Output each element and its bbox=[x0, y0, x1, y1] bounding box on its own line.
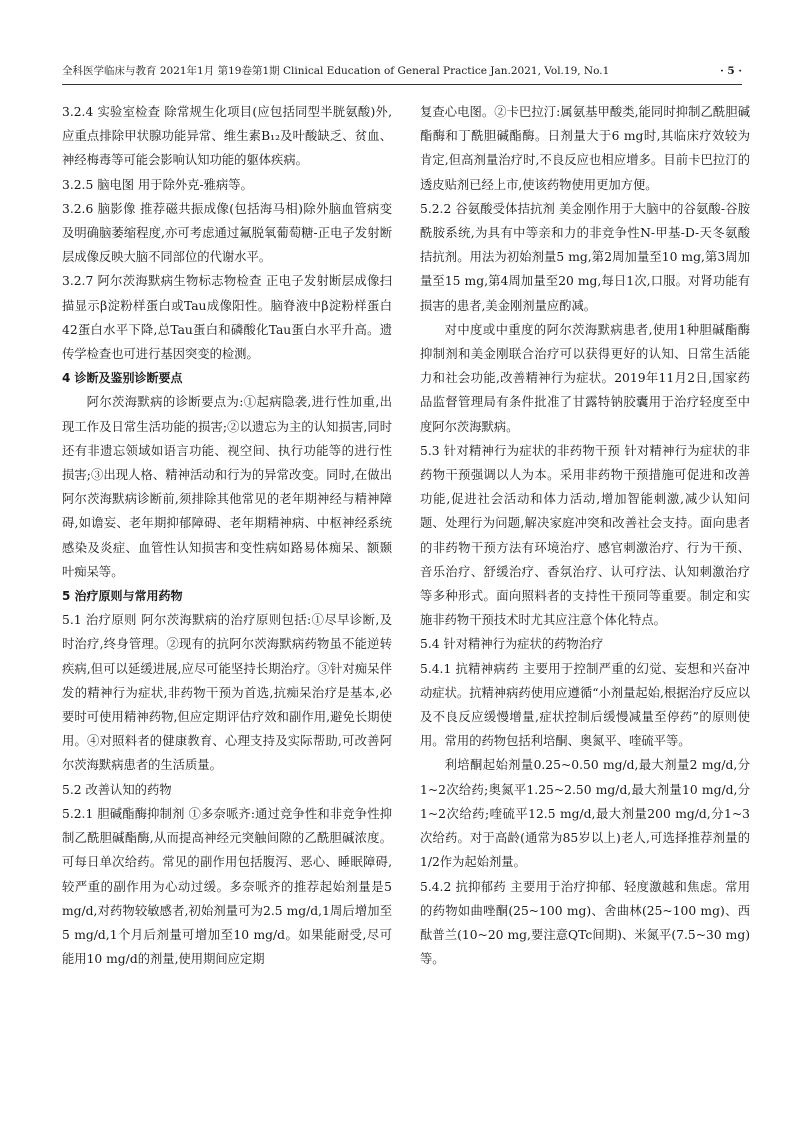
journal-title: 全科医学临床与教育 2021年1月 第19卷第1期 Clinical Education of General Practice Jan.2021, Vol.19, No.1 bbox=[62, 65, 610, 77]
paragraph-memantine: 5.2.2 谷氨酸受体拮抗剂 美金刚作用于大脑中的谷氨酸-谷胺酰胺系统,为具有中等亲和力的非竞争性N-甲基-D-天冬氨酸拮抗剂。用法为初始剂量5 mg,第2周加量至10 mg,第3周加量至15 mg,第4周加量至20 mg,每日1次,口服。对肾功能有损害的患者,美金刚剂量应酌减。 bbox=[420, 201, 750, 313]
paragraph-lab-exam: 3.2.4 实验室检查 除常规生化项目(应包括同型半胱氨酸)外,应重点排除甲状腺功能异常、维生素B₁₂及叶酸缺乏、贫血、神经梅毒等可能会影响认知功能的躯体疾病。 bbox=[62, 105, 392, 168]
section-heading-treatment: 5 治疗原则与常用药物 bbox=[62, 589, 183, 604]
paragraph-nondrug: 5.3 针对精神行为症状的非药物干预 针对精神行为症状的非药物干预强调以人为本。采用非药物干预措施可促进和改善功能,促进社会活动和体力活动,增加智能刺激,减少认知问题、处理行为问题,解决家庭冲突和改善社会支持。面向患者的非药物干预方法有环境治疗、感官刺激治疗、行为干预、音乐治疗、舒缓治疗、香氛治疗、认可疗法、认知刺激治疗等多种形式。面向照料者的支持性干预同等重要。制定和实施非药物干预技术时尤其应注意个体化特点。 bbox=[420, 443, 750, 628]
paragraph-combination: 对中度或中重度的阿尔茨海默病患者,使用1种胆碱酯酶抑制剂和美金刚联合治疗可以获得更好的认知、日常生活能力和社会功能,改善精神行为症状。2019年11月2日,国家药品监督管理局有条件批准了甘露特钠胶囊用于治疗轻度至中度阿尔茨海默病。 bbox=[420, 322, 750, 434]
paragraph-eeg: 3.2.5 脑电图 用于除外克-雅病等。 bbox=[62, 177, 253, 192]
paragraph-imaging: 3.2.6 脑影像 推荐磁共振成像(包括海马相)除外脑血管病变及明确脑萎缩程度,亦可考虑通过氟脱氧葡萄糖-正电子发射断层成像反映大脑不同部位的代谢水平。 bbox=[62, 201, 392, 265]
page-number: · 5 · bbox=[720, 65, 742, 77]
left-column bbox=[62, 100, 392, 971]
right-column bbox=[420, 100, 750, 971]
paragraph-cholinesterase: 5.2.1 胆碱酯酶抑制剂 ①多奈哌齐:通过竞争性和非竞争性抑制乙酰胆碱酯酶,从而提高神经元突触间隙的乙酰胆碱浓度。可每日单次给药。常见的副作用包括腹泻、恶心、睡眠障碍,较严重的副作用为心动过缓。多奈哌齐的推荐起始剂量是5 mg/d,对药物较敏感者,初始剂量可为2.5 mg/d,1周后增加至5 mg/d,1个月后剂量可增加至10 mg/d。如果能耐受,尽可能用10 mg/d的剂量,使用期间应定期 bbox=[62, 806, 392, 967]
paragraph-rivastigmine: 复查心电图。②卡巴拉汀:属氨基甲酸类,能同时抑制乙酰胆碱酯酶和丁酰胆碱酯酶。日剂量大于6 mg时,其临床疗效较为肯定,但高剂量治疗时,不良反应也相应增多。目前卡巴拉汀的透皮贴剂已经上市,使该药物使用更加方便。 bbox=[420, 105, 750, 192]
paragraph-antipsychotics: 5.4.1 抗精神病药 主要用于控制严重的幻觉、妄想和兴奋冲动症状。抗精神病药使用应遵循“小剂量起始,根据治疗反应以及不良反应缓慢增量,症状控制后缓慢减量至停药”的原则使用。常用的药物包括利培酮、奥氮平、喹硫平等。 bbox=[420, 661, 750, 749]
paragraph-dosing: 利培酮起始剂量0.25~0.50 mg/d,最大剂量2 mg/d,分1~2次给药;奥氮平1.25~2.50 mg/d,最大剂量10 mg/d,分1~2次给药;喹硫平12.5 mg/d,最大剂量200 mg/d,分1~3次给药。对于高龄(通常为85岁以上)老人,可选择推荐剂量的1/2作为起始剂量。 bbox=[420, 758, 750, 870]
section-heading-diagnosis: 4 诊断及鉴别诊断要点 bbox=[62, 371, 183, 386]
paragraph-treatment-principles: 5.1 治疗原则 阿尔茨海默病的治疗原则包括:①尽早诊断,及时治疗,终身管理。②现有的抗阿尔茨海默病药物虽不能逆转疾病,但可以延缓进展,应尽可能坚持长期治疗。③针对痴呆伴发的精神行为症状,非药物干预为首选,抗痴呆治疗是基本,必要时可使用精神药物,但应定期评估疗效和副作用,避免长期使用。④对照料者的健康教育、心理支持及实际帮助,可改善阿尔茨海默病患者的生活质量。 bbox=[62, 613, 392, 773]
subheading-cognition-drugs: 5.2 改善认知的药物 bbox=[62, 782, 172, 797]
paragraph-biomarkers: 3.2.7 阿尔茨海默病生物标志物检查 正电子发射断层成像扫描显示β淀粉样蛋白或Tau成像阳性。脑脊液中β淀粉样蛋白42蛋白水平下降,总Tau蛋白和磷酸化Tau蛋白水平升高。遗传学检查也可进行基因突变的检测。 bbox=[62, 274, 392, 362]
subheading-bpsd-drugs: 5.4 针对精神行为症状的药物治疗 bbox=[420, 637, 604, 652]
paragraph-antidepressants: 5.4.2 抗抑郁药 主要用于治疗抑郁、轻度激越和焦虑。常用的药物如曲唑酮(25~100 mg)、舍曲林(25~100 mg)、西酞普兰(10~20 mg,要注意QTc间期)、米氮平(7.5~30 mg)等。 bbox=[420, 879, 750, 967]
running-header bbox=[62, 64, 742, 85]
paragraph-diagnosis: 阿尔茨海默病的诊断要点为:①起病隐袭,进行性加重,出现工作及日常生活功能的损害;②以遗忘为主的认知损害,同时还有非遗忘领域如语言功能、视空间、执行功能等的进行性损害;③出现人格、精神活动和行为的异常改变。同时,在做出阿尔茨海默病诊断前,须排除其他常见的老年期神经与精神障碍,如谵妄、老年期抑郁障碍、老年期精神病、中枢神经系统感染及炎症、血管性认知损害和变性病如路易体痴呆、额颞叶痴呆等。 bbox=[62, 395, 392, 579]
